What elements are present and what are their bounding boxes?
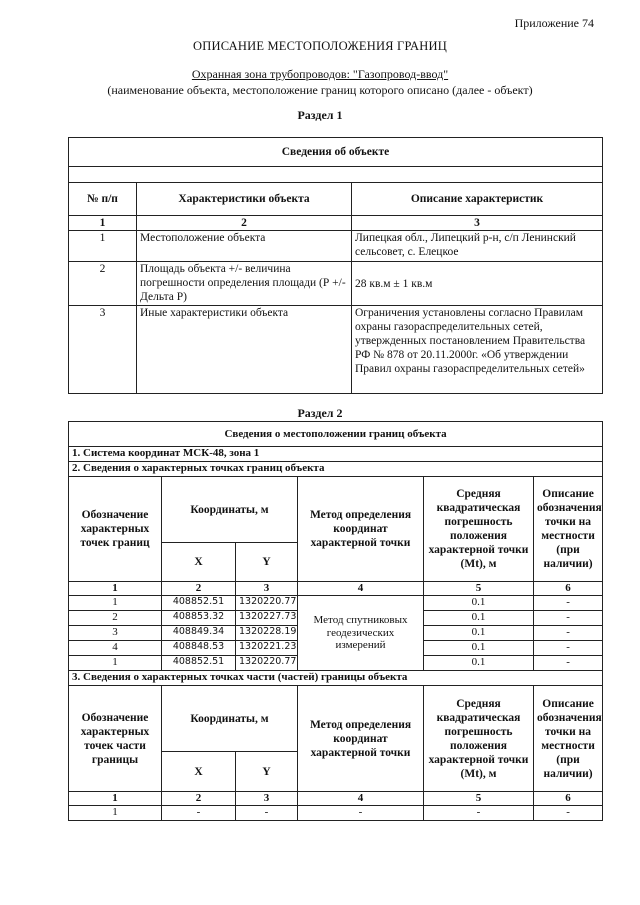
col-number: 3: [352, 216, 603, 231]
point-mt: 0.1: [424, 641, 534, 656]
point-y: 1320221.23: [236, 641, 298, 656]
header-x: X: [162, 752, 236, 792]
header-coords: Координаты, м: [162, 477, 298, 543]
row-number: 1: [69, 231, 137, 262]
object-note: (наименование объекта, местоположение границ которого описано (далее - объект): [107, 83, 533, 97]
col-header-characteristic: Характеристики объекта: [137, 183, 352, 216]
table-row: [69, 306, 603, 394]
header-mt: Средняя квадратическая погрешность положения характерной точки (Mt), м: [424, 686, 534, 792]
header-coords: Координаты, м: [162, 686, 298, 752]
header-mt: Средняя квадратическая погрешность положения характерной точки (Mt), м: [424, 477, 534, 582]
object-info-title: Сведения об объекте: [69, 138, 603, 167]
row-characteristic: Иные характеристики объекта: [137, 306, 352, 394]
col-number: 1: [69, 582, 162, 596]
col-header-description: Описание характеристик: [352, 183, 603, 216]
header-desc: Описание обозначения точки на местности (при наличии): [534, 686, 603, 792]
part2-title: 2. Сведения о характерных точках границ объекта: [69, 462, 603, 477]
spacer-row: [69, 167, 603, 183]
header-y: Y: [236, 752, 298, 792]
point-y: 1320228.19: [236, 626, 298, 641]
col-number: 2: [137, 216, 352, 231]
point-mt: 0.1: [424, 656, 534, 671]
point-id: 1: [69, 596, 162, 611]
object-name-line: [0, 67, 640, 82]
col-number: 5: [424, 792, 534, 806]
point-id: 3: [69, 626, 162, 641]
header-method: Метод определения координат характерной точки: [298, 686, 424, 792]
row-value: Липецкая обл., Липецкий р-н, с/п Ленинский сельсовет, с. Елецкое: [352, 231, 603, 262]
point-y: 1320220.77: [236, 596, 298, 611]
object-info-table: [68, 137, 603, 394]
row-value: 28 кв.м ± 1 кв.м: [352, 262, 603, 306]
col-number: 2: [162, 582, 236, 596]
section1-label: Раздел 1: [297, 108, 343, 122]
header-desc: Описание обозначения точки на местности (при наличии): [534, 477, 603, 582]
col-number: 1: [69, 792, 162, 806]
point-x: 408852.51: [162, 656, 236, 671]
point-desc: -: [534, 596, 603, 611]
col-number: 3: [236, 582, 298, 596]
part3-title: 3. Сведения о характерных точках части (частей) границы объекта: [69, 671, 603, 686]
point-id: 2: [69, 611, 162, 626]
col-number: 3: [236, 792, 298, 806]
col-number: 2: [162, 792, 236, 806]
part-point-method: -: [298, 806, 424, 821]
row-characteristic: Местоположение объекта: [137, 231, 352, 262]
col-number: 1: [69, 216, 137, 231]
col-number: 4: [298, 792, 424, 806]
row-value: Ограничения установлены согласно Правилам охраны газораспределительных сетей, утвержденных постановлением Правительства РФ № 878 от 20.11.2000г. «Об утверждении Правил охраны газораспределительных сетей»: [352, 306, 603, 394]
col-number: 6: [534, 582, 603, 596]
table-row: [69, 262, 603, 306]
point-x: 408853.32: [162, 611, 236, 626]
point-x: 408849.34: [162, 626, 236, 641]
part-point-mt: -: [424, 806, 534, 821]
point-x: 408852.51: [162, 596, 236, 611]
header-x: X: [162, 543, 236, 582]
point-mt: 0.1: [424, 596, 534, 611]
point-mt: 0.1: [424, 611, 534, 626]
row-number: 3: [69, 306, 137, 394]
point-id: 4: [69, 641, 162, 656]
row-characteristic: Площадь объекта +/- величина погрешности определения площади (Р +/- Дельта Р): [137, 262, 352, 306]
point-desc: -: [534, 641, 603, 656]
table-row: [69, 596, 603, 611]
point-desc: -: [534, 626, 603, 641]
part-point-y: -: [236, 806, 298, 821]
point-y: 1320220.77: [236, 656, 298, 671]
coordinate-system: 1. Система координат МСК-48, зона 1: [69, 447, 603, 462]
appendix-label: Приложение 74: [514, 16, 594, 30]
col-number: 4: [298, 582, 424, 596]
point-desc: -: [534, 656, 603, 671]
point-id: 1: [69, 656, 162, 671]
point-y: 1320227.73: [236, 611, 298, 626]
object-name: Охранная зона трубопроводов: "Газопровод-ввод": [191, 67, 449, 81]
table-row: [69, 231, 603, 262]
method-value: Метод спутниковых геодезических измерений: [298, 596, 424, 671]
boundary-table-title: Сведения о местоположении границ объекта: [69, 422, 603, 447]
document-title: ОПИСАНИЕ МЕСТОПОЛОЖЕНИЯ ГРАНИЦ: [193, 39, 447, 53]
table-row: [69, 806, 603, 821]
header-method: Метод определения координат характерной точки: [298, 477, 424, 582]
section2-label: Раздел 2: [297, 406, 343, 420]
part-point-desc: -: [534, 806, 603, 821]
part-point-id: 1: [69, 806, 162, 821]
point-x: 408848.53: [162, 641, 236, 656]
point-mt: 0.1: [424, 626, 534, 641]
col-number: 5: [424, 582, 534, 596]
point-desc: -: [534, 611, 603, 626]
header-part-point-name: Обозначение характерных точек части границы: [69, 686, 162, 792]
header-point-name: Обозначение характерных точек границ: [69, 477, 162, 582]
header-y: Y: [236, 543, 298, 582]
part-point-x: -: [162, 806, 236, 821]
boundary-table: [68, 421, 603, 821]
row-number: 2: [69, 262, 137, 306]
col-number: 6: [534, 792, 603, 806]
col-header-number: № п/п: [69, 183, 137, 216]
